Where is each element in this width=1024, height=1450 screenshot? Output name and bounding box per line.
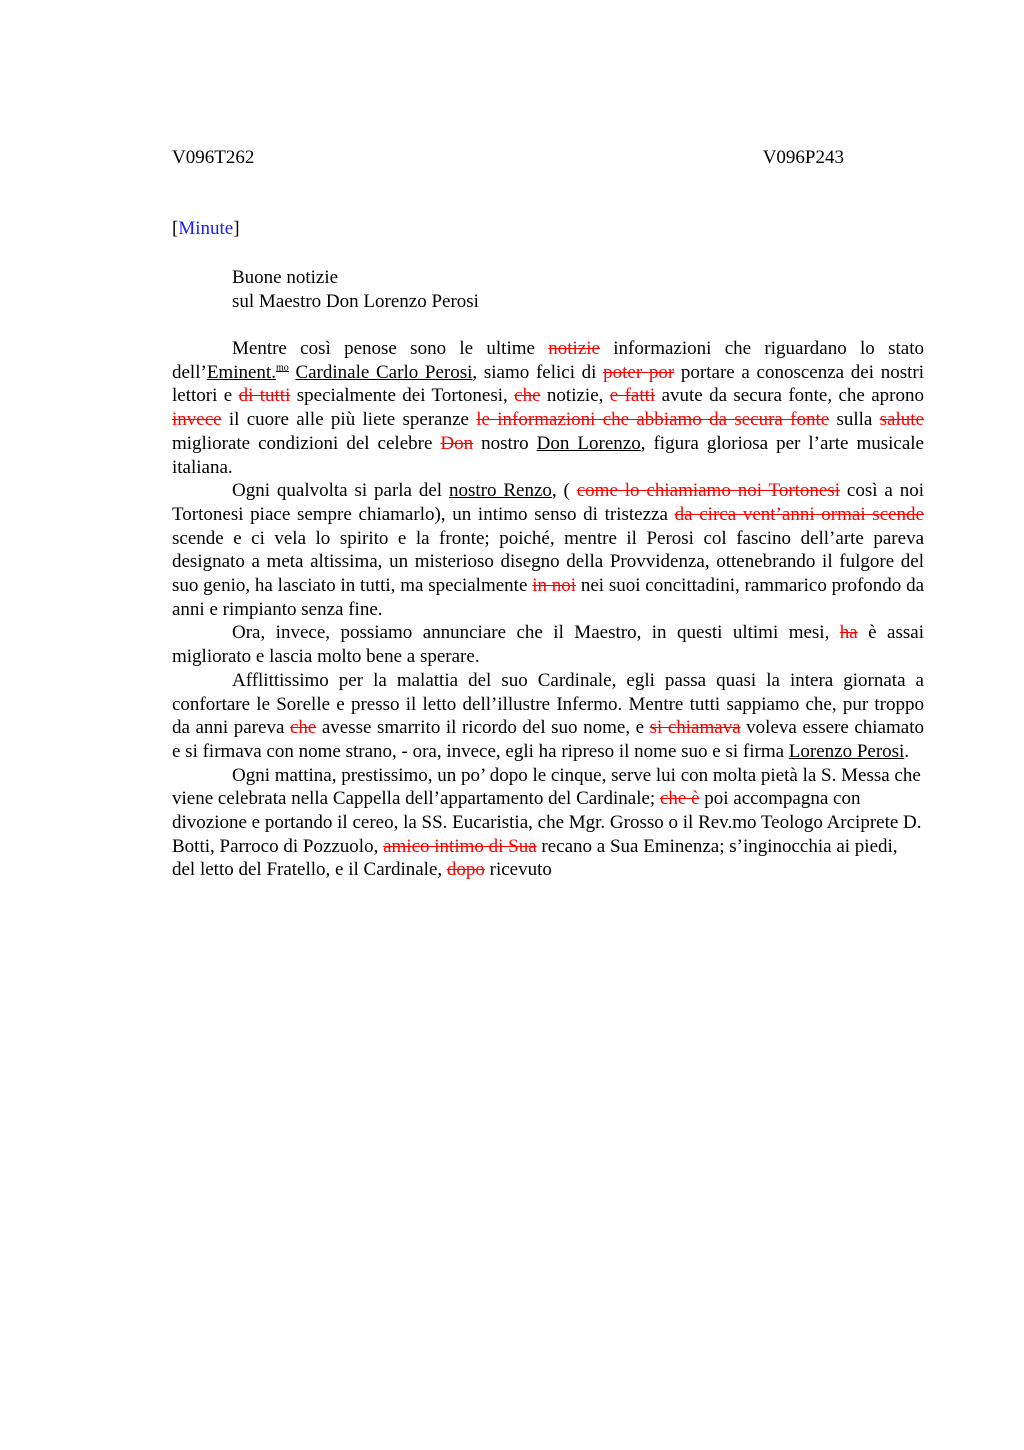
text-segment: nostro (473, 432, 537, 454)
paragraph (172, 337, 924, 479)
deleted-text: le informazioni che abbiamo da secura fonte (476, 409, 830, 431)
paragraph (172, 669, 924, 764)
title-line-1: Buone notizie (232, 267, 339, 288)
text-segment: voleva essere chiamato e si firmava con nome strano, - ora, invece, egli ha ripreso il nome suo e si firma (172, 717, 924, 762)
minute-bracket-open: [ (172, 218, 179, 239)
minute-tag (172, 217, 240, 241)
article-title (232, 266, 479, 314)
title-line-2: sul Maestro Don Lorenzo Perosi (232, 291, 479, 312)
deleted-text: come lo chiamiamo noi Tortonesi (576, 480, 841, 502)
deleted-text: Don (440, 432, 474, 454)
deleted-text: salute (879, 409, 924, 431)
deleted-text: in noi (532, 575, 577, 597)
deleted-text: dopo (446, 859, 485, 881)
deleted-text: che (289, 717, 317, 739)
underlined-text: Don Lorenzo (536, 432, 641, 454)
deleted-text: poter por (603, 361, 675, 383)
text-segment: migliorate condizioni del celebre (172, 432, 441, 454)
superscript-text: mo (275, 362, 289, 374)
text-segment: è assai migliorato e lascia molto bene a sperare. (172, 622, 924, 668)
document-id-left: V096T262 (172, 147, 255, 168)
deleted-text: invece (172, 409, 222, 431)
text-segment: Afflittissimo per la malattia del suo Cardinale, egli passa quasi la intera giornata a confortare le Sorelle e presso il letto dell’illustre Infermo. Mentre tutti sappiamo che, pur troppo da anni pareva (172, 669, 924, 739)
underlined-text: Eminent. (206, 361, 276, 383)
deleted-text: ha (839, 622, 858, 644)
deleted-text: si chiamava (649, 717, 741, 739)
deleted-text: di tutti (238, 385, 291, 407)
paragraph (172, 479, 924, 621)
text-segment: , figura gloriosa per l’arte musicale italiana. (172, 432, 924, 478)
text-segment: recano a Sua Eminenza; s’inginocchia ai piedi, del letto del Fratello, e il Cardinale, (172, 835, 898, 881)
text-segment: ricevuto (484, 859, 552, 881)
paragraph (172, 764, 924, 883)
text-segment: Mentre così penose sono le ultime (232, 338, 549, 359)
deleted-text: amico intimo di Sua (383, 835, 537, 857)
deleted-text: che è (659, 788, 700, 810)
text-segment: avesse smarrito il ricordo del suo nome, e (316, 717, 650, 739)
text-segment: portare a conoscenza dei nostri lettori e (172, 361, 924, 407)
deleted-text: che (514, 385, 541, 407)
underlined-text: Lorenzo Perosi (788, 740, 905, 762)
deleted-text: da circa vent’anni ormai scende (674, 503, 924, 525)
deleted-text: e fatti (609, 385, 656, 407)
deleted-text: notizie (548, 338, 600, 359)
document-header (172, 146, 844, 170)
text-segment: Ora, invece, possiamo annunciare che il Maestro, in questi ultimi mesi, (232, 622, 840, 644)
paragraph (172, 621, 924, 668)
underlined-text: Cardinale Carlo Perosi (295, 361, 473, 383)
text-segment: scende e ci vela lo spirito e la fronte; poiché, mentre il Perosi col fascino dell’arte pareva designato a meta altissima, un misterioso disegno della Provvidenza, ottenebrando il fulgore del suo genio, ha lasciato in tutti, ma specialmente (172, 527, 924, 597)
article-body (172, 337, 924, 882)
text-segment: così a noi Tortonesi piace sempre chiamarlo), un intimo senso di tristezza (172, 480, 924, 525)
text-segment: Ogni qualvolta si parla del (232, 480, 449, 502)
underlined-text: nostro Renzo (448, 480, 552, 502)
minute-bracket-close: ] (233, 218, 240, 239)
text-segment: notizie, (540, 385, 610, 407)
text-segment: informazioni che riguardano lo stato dell’ (172, 338, 924, 383)
text-segment: poi accompagna con divozione e portando il cereo, la SS. Eucaristia, che Mgr. Grosso o il Rev.mo Teologo Arciprete D. Botti, Parroco di Pozzuolo, (172, 788, 922, 857)
text-segment: sulla (829, 409, 880, 431)
text-segment: . (904, 740, 910, 762)
text-segment: avute da secura fonte, che aprono (655, 385, 924, 407)
document-id-right: V096P243 (762, 147, 844, 168)
text-segment: il cuore alle più liete speranze (221, 409, 477, 431)
text-segment: , siamo felici di (472, 361, 604, 383)
text-segment: Ogni mattina, prestissimo, un po’ dopo le cinque, serve lui con molta pietà la S. Messa che viene celebrata nella Cappella dell’appartamento del Cardinale; (172, 764, 921, 810)
minute-label: Minute (178, 218, 234, 239)
text-segment: specialmente dei Tortonesi, (290, 385, 515, 407)
text-segment: , ( (551, 480, 577, 502)
text-segment: nei suoi concittadini, rammarico profondo da anni e rimpianto senza fine. (172, 575, 924, 620)
